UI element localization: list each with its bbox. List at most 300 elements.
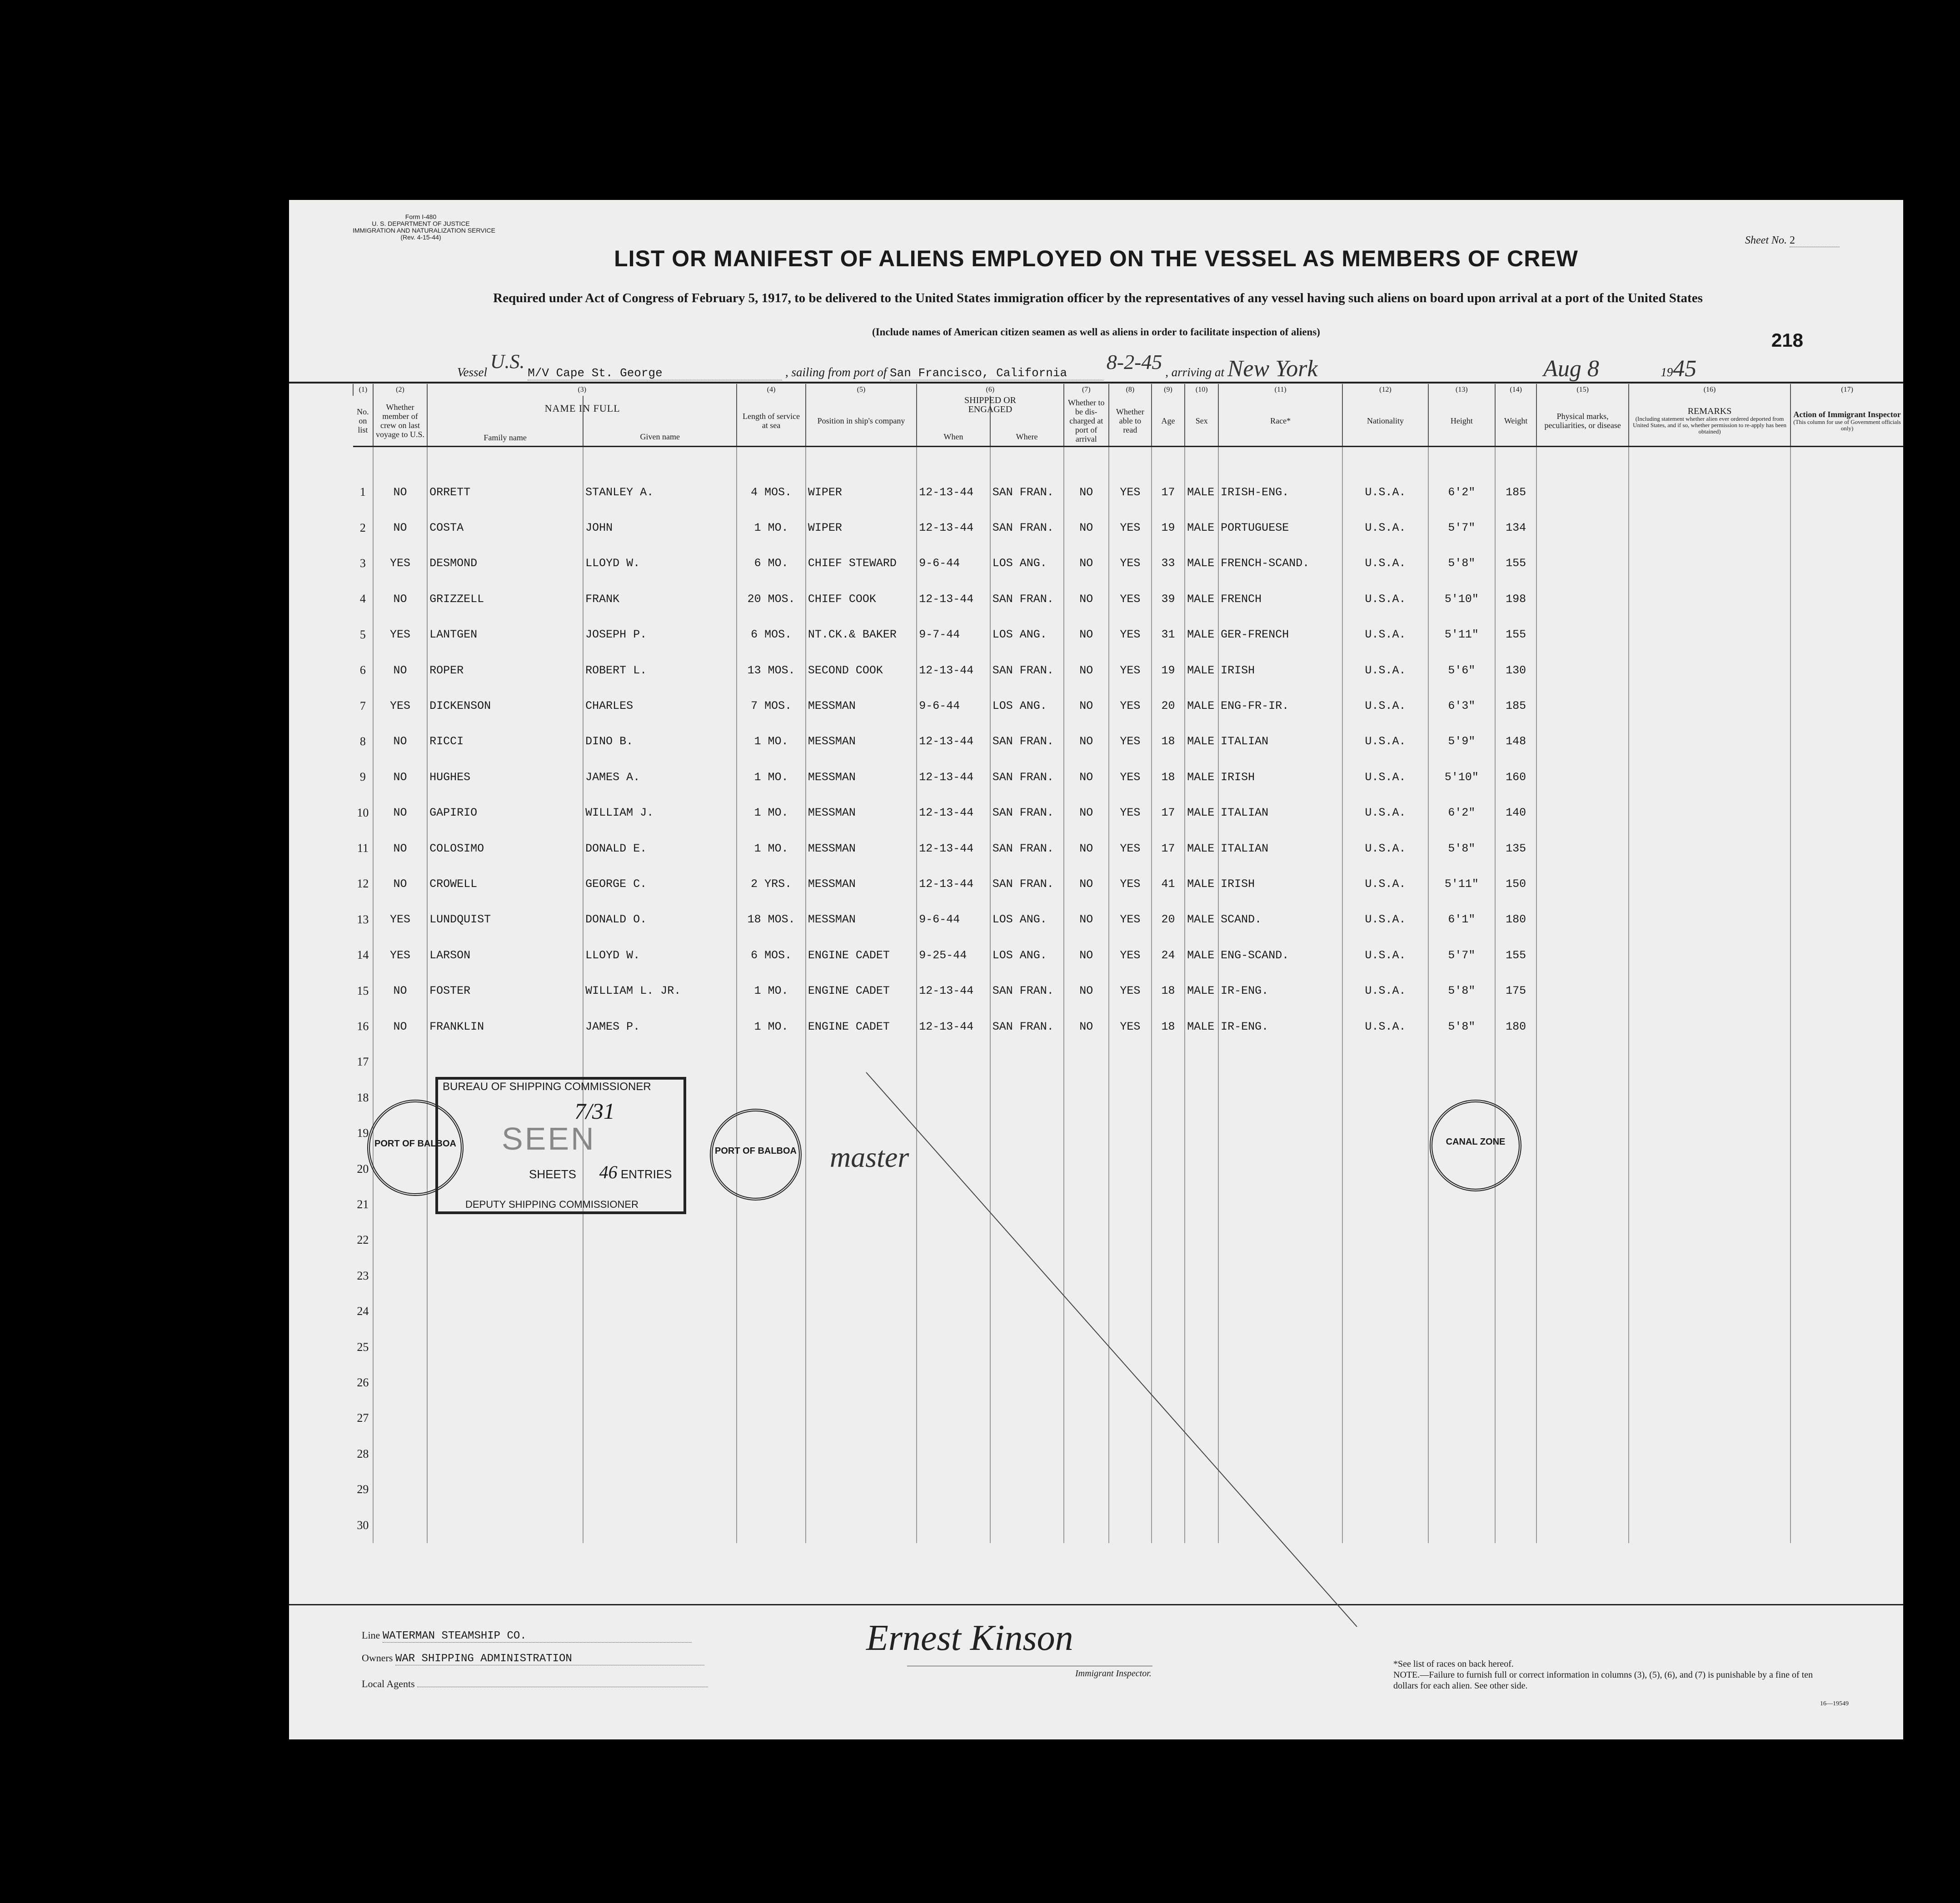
able-read-cell: YES [1109, 724, 1152, 759]
shipped-when-cell: 12-13-44 [917, 831, 990, 866]
shipped-when-cell: 9-7-44 [917, 617, 990, 653]
race-cell: GER-FRENCH [1218, 617, 1342, 653]
position-cell: MESSMAN [806, 724, 917, 759]
shipped-where-cell: SAN FRAN. [990, 510, 1064, 545]
family-name-cell: COSTA [427, 510, 583, 545]
race-cell: IRISH [1218, 653, 1342, 688]
service-length-cell: 6 MOS. [737, 617, 805, 653]
age-cell: 18 [1152, 1009, 1185, 1044]
stamp-handwritten-note: master [830, 1141, 909, 1173]
given-name-cell: JOHN [583, 510, 737, 545]
height-cell: 6'3" [1428, 688, 1495, 723]
shipped-when-cell: 12-13-44 [917, 759, 990, 795]
nationality-cell: U.S.A. [1342, 866, 1428, 902]
form-revision: (Rev. 4-15-44) [400, 234, 441, 241]
service-length-cell: 6 MOS. [737, 937, 805, 973]
shipped-where-cell: LOS ANG. [990, 902, 1064, 937]
height-cell: 5'8" [1428, 973, 1495, 1008]
row-number: 17 [357, 1055, 369, 1069]
shipped-where-cell: SAN FRAN. [990, 1009, 1064, 1044]
stamp-sheets-label: SHEETS [529, 1167, 577, 1181]
row-number: 24 [357, 1305, 369, 1318]
height-cell: 5'8" [1428, 831, 1495, 866]
shipped-when-cell: 9-6-44 [917, 688, 990, 723]
vessel-annotation: U.S. [490, 350, 525, 373]
shipped-where-cell: SAN FRAN. [990, 653, 1064, 688]
col-number: (2) [373, 384, 427, 396]
col-number: (6) [917, 384, 1063, 396]
arriving-port: New York [1227, 355, 1482, 383]
instruction-note: (Include names of American citizen seamen as well as aliens in order to facilitate inspection of aliens) [872, 326, 1320, 338]
able-read-cell: YES [1109, 902, 1152, 937]
given-name-cell: JAMES P. [583, 1009, 737, 1044]
discharged-cell: NO [1064, 973, 1109, 1008]
race-cell: IRISH [1218, 759, 1342, 795]
given-name-cell: GEORGE C. [583, 866, 737, 902]
discharged-cell: NO [1064, 937, 1109, 973]
last-voyage-cell: NO [373, 795, 427, 831]
sailing-date: 8-2-45 [1106, 350, 1162, 374]
vessel-label: Vessel [457, 365, 487, 379]
shipped-when-cell: 9-6-44 [917, 902, 990, 937]
col-number: (10) [1185, 384, 1218, 396]
family-name-cell: DESMOND [427, 546, 583, 581]
service-length-cell: 2 YRS. [737, 866, 805, 902]
race-cell: IRISH [1218, 866, 1342, 902]
footnote [1393, 1659, 1839, 1691]
shipped-when-cell: 12-13-44 [917, 1009, 990, 1044]
race-cell: ENG-SCAND. [1218, 937, 1342, 973]
discharged-cell: NO [1064, 546, 1109, 581]
age-cell: 33 [1152, 546, 1185, 581]
col-number: (8) [1109, 384, 1152, 396]
header-physical-marks: Physical marks, peculiarities, or disease [1536, 396, 1629, 447]
header-weight: Weight [1495, 396, 1537, 447]
inspector-signature: Ernest Kinson [866, 1618, 1073, 1658]
weight-cell: 134 [1495, 510, 1537, 545]
last-voyage-cell: NO [373, 1009, 427, 1044]
given-name-cell: LLOYD W. [583, 937, 737, 973]
header-action-note: (This column for use of Government officials only) [1793, 418, 1901, 432]
shipped-where-cell: SAN FRAN. [990, 581, 1064, 617]
able-read-cell: YES [1109, 937, 1152, 973]
header-able-read: Whether able to read [1109, 396, 1152, 447]
row-number: 14 [357, 948, 369, 962]
row-number: 3 [359, 556, 366, 570]
weight-cell: 185 [1495, 474, 1537, 510]
family-name-cell: RICCI [427, 724, 583, 759]
seal-port-text: PORT OF BALBOA [374, 1139, 456, 1149]
able-read-cell: YES [1109, 581, 1152, 617]
row-number: 5 [359, 628, 366, 641]
footer-line [362, 1629, 692, 1643]
last-voyage-cell: NO [373, 973, 427, 1008]
sailing-label: , sailing from port of [785, 365, 887, 379]
sex-cell: MALE [1185, 759, 1218, 795]
last-voyage-cell: NO [373, 581, 427, 617]
header-height: Height [1428, 396, 1495, 447]
header-remarks-label: REMARKS [1687, 406, 1732, 416]
col-number: (12) [1342, 384, 1428, 396]
shipped-where-cell: SAN FRAN. [990, 973, 1064, 1008]
header-name-in-full: NAME IN FULL [544, 403, 620, 414]
age-cell: 18 [1152, 973, 1185, 1008]
given-name-cell: DONALD E. [583, 831, 737, 866]
row-number: 16 [357, 1020, 369, 1033]
header-where: Where [990, 396, 1064, 447]
col-number: (1) [353, 384, 373, 396]
family-name-cell: DICKENSON [427, 688, 583, 723]
header-length-service: Length of service at sea [737, 396, 805, 447]
nationality-cell: U.S.A. [1342, 474, 1428, 510]
sex-cell: MALE [1185, 474, 1218, 510]
header-race: Race* [1218, 396, 1342, 447]
nationality-cell: U.S.A. [1342, 1009, 1428, 1044]
weight-cell: 140 [1495, 795, 1537, 831]
age-cell: 41 [1152, 866, 1185, 902]
service-length-cell: 1 MO. [737, 831, 805, 866]
nationality-cell: U.S.A. [1342, 759, 1428, 795]
header-nationality: Nationality [1342, 396, 1428, 447]
height-cell: 5'9" [1428, 724, 1495, 759]
weight-cell: 155 [1495, 937, 1537, 973]
sailing-port: San Francisco, California [890, 366, 1103, 380]
row-number: 25 [357, 1340, 369, 1354]
shipped-when-cell: 12-13-44 [917, 795, 990, 831]
given-name-cell: CHARLES [583, 688, 737, 723]
height-cell: 5'10" [1428, 759, 1495, 795]
able-read-cell: YES [1109, 617, 1152, 653]
last-voyage-cell: NO [373, 510, 427, 545]
owners-label: Owners [362, 1652, 393, 1664]
header-given-name: Given name [583, 396, 737, 447]
col-number: (15) [1536, 384, 1629, 396]
row-number: 11 [357, 842, 369, 855]
race-cell: ITALIAN [1218, 724, 1342, 759]
row-number: 23 [357, 1269, 369, 1282]
nationality-cell: U.S.A. [1342, 902, 1428, 937]
row-number: 8 [359, 734, 366, 748]
header-no-on-list: No. on list [357, 407, 369, 434]
row-number: 7 [359, 699, 366, 712]
row-number: 19 [357, 1126, 369, 1140]
weight-cell: 150 [1495, 866, 1537, 902]
height-cell: 5'7" [1428, 937, 1495, 973]
height-cell: 5'8" [1428, 1009, 1495, 1044]
weight-cell: 175 [1495, 973, 1537, 1008]
row-number: 27 [357, 1411, 369, 1425]
discharged-cell: NO [1064, 866, 1109, 902]
header-discharged: Whether to be dis-charged at port of arrival [1064, 396, 1109, 447]
shipped-when-cell: 12-13-44 [917, 724, 990, 759]
position-cell: ENGINE CADET [806, 937, 917, 973]
shipped-where-cell: LOS ANG. [990, 617, 1064, 653]
weight-cell: 155 [1495, 546, 1537, 581]
weight-cell: 180 [1495, 1009, 1537, 1044]
height-cell: 6'1" [1428, 902, 1495, 937]
family-name-cell: ORRETT [427, 474, 583, 510]
sex-cell: MALE [1185, 866, 1218, 902]
nationality-cell: U.S.A. [1342, 546, 1428, 581]
shipped-where-cell: SAN FRAN. [990, 795, 1064, 831]
family-name-cell: CROWELL [427, 866, 583, 902]
sex-cell: MALE [1185, 1009, 1218, 1044]
able-read-cell: YES [1109, 653, 1152, 688]
row-number: 4 [359, 592, 366, 606]
sheet-number-label: Sheet No. [1745, 234, 1787, 246]
able-read-cell: YES [1109, 1009, 1152, 1044]
service-length-cell: 1 MO. [737, 795, 805, 831]
race-cell: ITALIAN [1218, 795, 1342, 831]
last-voyage-cell: NO [373, 831, 427, 866]
page-title: LIST OR MANIFEST OF ALIENS EMPLOYED ON THE VESSEL AS MEMBERS OF CREW [614, 246, 1578, 271]
header-when-label: When [943, 432, 963, 441]
header-age: Age [1152, 396, 1185, 447]
agents-value [417, 1675, 708, 1687]
legal-requirement: Required under Act of Congress of February 5, 1917, to be delivered to the United States immigration officer by the representatives of any vessel having such aliens on board upon arrival at a port of the United States [493, 291, 1703, 305]
nationality-cell: U.S.A. [1342, 617, 1428, 653]
able-read-cell: YES [1109, 474, 1152, 510]
weight-cell: 148 [1495, 724, 1537, 759]
service-length-cell: 1 MO. [737, 973, 805, 1008]
service-length-cell: 20 MOS. [737, 581, 805, 617]
shipped-when-cell: 9-6-44 [917, 546, 990, 581]
position-cell: CHIEF COOK [806, 581, 917, 617]
sex-cell: MALE [1185, 902, 1218, 937]
given-name-cell: LLOYD W. [583, 546, 737, 581]
position-cell: MESSMAN [806, 866, 917, 902]
discharged-cell: NO [1064, 510, 1109, 545]
discharged-cell: NO [1064, 1009, 1109, 1044]
row-number: 15 [357, 984, 369, 997]
discharged-cell: NO [1064, 653, 1109, 688]
col-number: (14) [1495, 384, 1537, 396]
row-number: 29 [357, 1483, 369, 1496]
weight-cell: 198 [1495, 581, 1537, 617]
last-voyage-cell: NO [373, 866, 427, 902]
position-cell: CHIEF STEWARD [806, 546, 917, 581]
nationality-cell: U.S.A. [1342, 688, 1428, 723]
age-cell: 17 [1152, 795, 1185, 831]
age-cell: 18 [1152, 724, 1185, 759]
row-number: 26 [357, 1375, 369, 1389]
nationality-cell: U.S.A. [1342, 831, 1428, 866]
col-number: (13) [1428, 384, 1495, 396]
shipped-when-cell: 12-13-44 [917, 474, 990, 510]
last-voyage-cell: YES [373, 902, 427, 937]
family-name-cell: GAPIRIO [427, 795, 583, 831]
sheet-number-value: 2 [1790, 234, 1840, 247]
sex-cell: MALE [1185, 617, 1218, 653]
shipped-when-cell: 12-13-44 [917, 973, 990, 1008]
weight-cell: 185 [1495, 688, 1537, 723]
weight-cell: 160 [1495, 759, 1537, 795]
age-cell: 18 [1152, 759, 1185, 795]
vessel-name: M/V Cape St. George [528, 366, 782, 380]
position-cell: MESSMAN [806, 759, 917, 795]
header-last-voyage: Whether member of crew on last voyage to U.S. [373, 396, 427, 447]
shipped-where-cell: SAN FRAN. [990, 474, 1064, 510]
given-name-cell: DINO B. [583, 724, 737, 759]
nationality-cell: U.S.A. [1342, 581, 1428, 617]
row-number: 30 [357, 1518, 369, 1532]
header-remarks-note: (Including statement whether alien ever ordered deported from United States, and if so, whether permission to re-apply has been obtained) [1633, 415, 1786, 435]
height-cell: 6'2" [1428, 474, 1495, 510]
header-family-name-label: Family name [484, 433, 527, 442]
discharged-cell: NO [1064, 795, 1109, 831]
given-name-cell: STANLEY A. [583, 474, 737, 510]
col-number: (7) [1064, 384, 1109, 396]
row-number: 22 [357, 1233, 369, 1247]
weight-cell: 135 [1495, 831, 1537, 866]
service-length-cell: 13 MOS. [737, 653, 805, 688]
able-read-cell: YES [1109, 866, 1152, 902]
seal-port-text: PORT OF BALBOA [715, 1146, 797, 1156]
nationality-cell: U.S.A. [1342, 973, 1428, 1008]
age-cell: 20 [1152, 688, 1185, 723]
given-name-cell: JAMES A. [583, 759, 737, 795]
family-name-cell: ROPER [427, 653, 583, 688]
header-position: Position in ship's company [806, 396, 917, 447]
discharged-cell: NO [1064, 759, 1109, 795]
shipped-where-cell: SAN FRAN. [990, 724, 1064, 759]
height-cell: 5'7" [1428, 510, 1495, 545]
footer-owners [362, 1652, 704, 1665]
stamp-entries-value: 46 [599, 1162, 618, 1182]
family-name-cell: FRANKLIN [427, 1009, 583, 1044]
row-number: 10 [357, 806, 369, 819]
shipped-where-cell: LOS ANG. [990, 937, 1064, 973]
given-name-cell: JOSEPH P. [583, 617, 737, 653]
row-number: 6 [359, 663, 366, 677]
year-suffix: 45 [1673, 356, 1697, 382]
sex-cell: MALE [1185, 688, 1218, 723]
row-number: 20 [357, 1162, 369, 1176]
discharged-cell: NO [1064, 617, 1109, 653]
family-name-cell: HUGHES [427, 759, 583, 795]
race-cell: IR-ENG. [1218, 1009, 1342, 1044]
form-code: 16—19549 [1820, 1700, 1849, 1707]
weight-cell: 180 [1495, 902, 1537, 937]
col-number: (11) [1218, 384, 1342, 396]
form-service: IMMIGRATION AND NATURALIZATION SERVICE [353, 227, 495, 234]
shipped-where-cell: SAN FRAN. [990, 866, 1064, 902]
stamp-top-text: BUREAU OF SHIPPING COMMISSIONER [443, 1081, 651, 1093]
footer-agents [362, 1675, 708, 1690]
last-voyage-cell: NO [373, 474, 427, 510]
last-voyage-cell: YES [373, 617, 427, 653]
family-name-cell: FOSTER [427, 973, 583, 1008]
line-value: WATERMAN STEAMSHIP CO. [383, 1630, 692, 1643]
col-number: (4) [737, 384, 805, 396]
position-cell: ENGINE CADET [806, 973, 917, 1008]
family-name-cell: GRIZZELL [427, 581, 583, 617]
race-cell: IRISH-ENG. [1218, 474, 1342, 510]
form-department: U. S. DEPARTMENT OF JUSTICE [372, 220, 470, 227]
able-read-cell: YES [1109, 759, 1152, 795]
family-name-cell: LANTGEN [427, 617, 583, 653]
discharged-cell: NO [1064, 831, 1109, 866]
discharged-cell: NO [1064, 688, 1109, 723]
nationality-cell: U.S.A. [1342, 653, 1428, 688]
weight-cell: 155 [1495, 617, 1537, 653]
row-number: 2 [359, 521, 366, 534]
sex-cell: MALE [1185, 510, 1218, 545]
shipped-when-cell: 12-13-44 [917, 653, 990, 688]
shipped-where-cell: LOS ANG. [990, 688, 1064, 723]
position-cell: ENGINE CADET [806, 1009, 917, 1044]
position-cell: MESSMAN [806, 688, 917, 723]
stamp-seen: SEEN [502, 1121, 596, 1156]
footnote-race: *See list of races on back hereof. [1393, 1659, 1514, 1669]
agents-label: Local Agents [362, 1678, 415, 1689]
shipped-when-cell: 12-13-44 [917, 510, 990, 545]
footnote-note: NOTE.—Failure to furnish full or correct information in columns (3), (5), (6), and (7) is punishable by a fine of ten dollars for each alien. See other side. [1393, 1670, 1813, 1691]
height-cell: 5'11" [1428, 617, 1495, 653]
line-label: Line [362, 1629, 380, 1641]
height-cell: 5'6" [1428, 653, 1495, 688]
service-length-cell: 6 MO. [737, 546, 805, 581]
given-name-cell: WILLIAM J. [583, 795, 737, 831]
sex-cell: MALE [1185, 937, 1218, 973]
family-name-cell: COLOSIMO [427, 831, 583, 866]
col-number: (9) [1152, 384, 1185, 396]
discharged-cell: NO [1064, 902, 1109, 937]
service-length-cell: 1 MO. [737, 510, 805, 545]
discharged-cell: NO [1064, 474, 1109, 510]
able-read-cell: YES [1109, 546, 1152, 581]
owners-value: WAR SHIPPING ADMINISTRATION [395, 1653, 704, 1665]
sex-cell: MALE [1185, 546, 1218, 581]
col-number: (17) [1790, 384, 1903, 396]
col-number: (16) [1629, 384, 1790, 396]
year-prefix: 19 [1661, 365, 1673, 379]
able-read-cell: YES [1109, 510, 1152, 545]
service-length-cell: 4 MOS. [737, 474, 805, 510]
weight-cell: 130 [1495, 653, 1537, 688]
last-voyage-cell: NO [373, 653, 427, 688]
row-number: 13 [357, 912, 369, 926]
race-cell: SCAND. [1218, 902, 1342, 937]
family-name-cell: LUNDQUIST [427, 902, 583, 937]
header-shipped-engaged: SHIPPED OR ENGAGED [964, 395, 1016, 414]
stamp-bottom-text: DEPUTY SHIPPING COMMISSIONER [465, 1199, 638, 1210]
position-cell: MESSMAN [806, 902, 917, 937]
age-cell: 39 [1152, 581, 1185, 617]
age-cell: 17 [1152, 831, 1185, 866]
service-length-cell: 7 MOS. [737, 688, 805, 723]
given-name-cell: DONALD O. [583, 902, 737, 937]
sex-cell: MALE [1185, 795, 1218, 831]
service-length-cell: 1 MO. [737, 724, 805, 759]
discharged-cell: NO [1064, 581, 1109, 617]
last-voyage-cell: NO [373, 759, 427, 795]
arriving-label: , arriving at [1165, 365, 1224, 379]
nationality-cell: U.S.A. [1342, 724, 1428, 759]
col-number: (3) [427, 384, 737, 396]
race-cell: IR-ENG. [1218, 973, 1342, 1008]
given-name-cell: WILLIAM L. JR. [583, 973, 737, 1008]
shipped-when-cell: 12-13-44 [917, 866, 990, 902]
nationality-cell: U.S.A. [1342, 510, 1428, 545]
race-cell: ITALIAN [1218, 831, 1342, 866]
age-cell: 20 [1152, 902, 1185, 937]
stamp-date: 7/31 [574, 1098, 615, 1124]
arrival-date: Aug 8 [1485, 355, 1657, 383]
able-read-cell: YES [1109, 688, 1152, 723]
able-read-cell: YES [1109, 973, 1152, 1008]
manifest-sheet [289, 200, 1903, 1739]
